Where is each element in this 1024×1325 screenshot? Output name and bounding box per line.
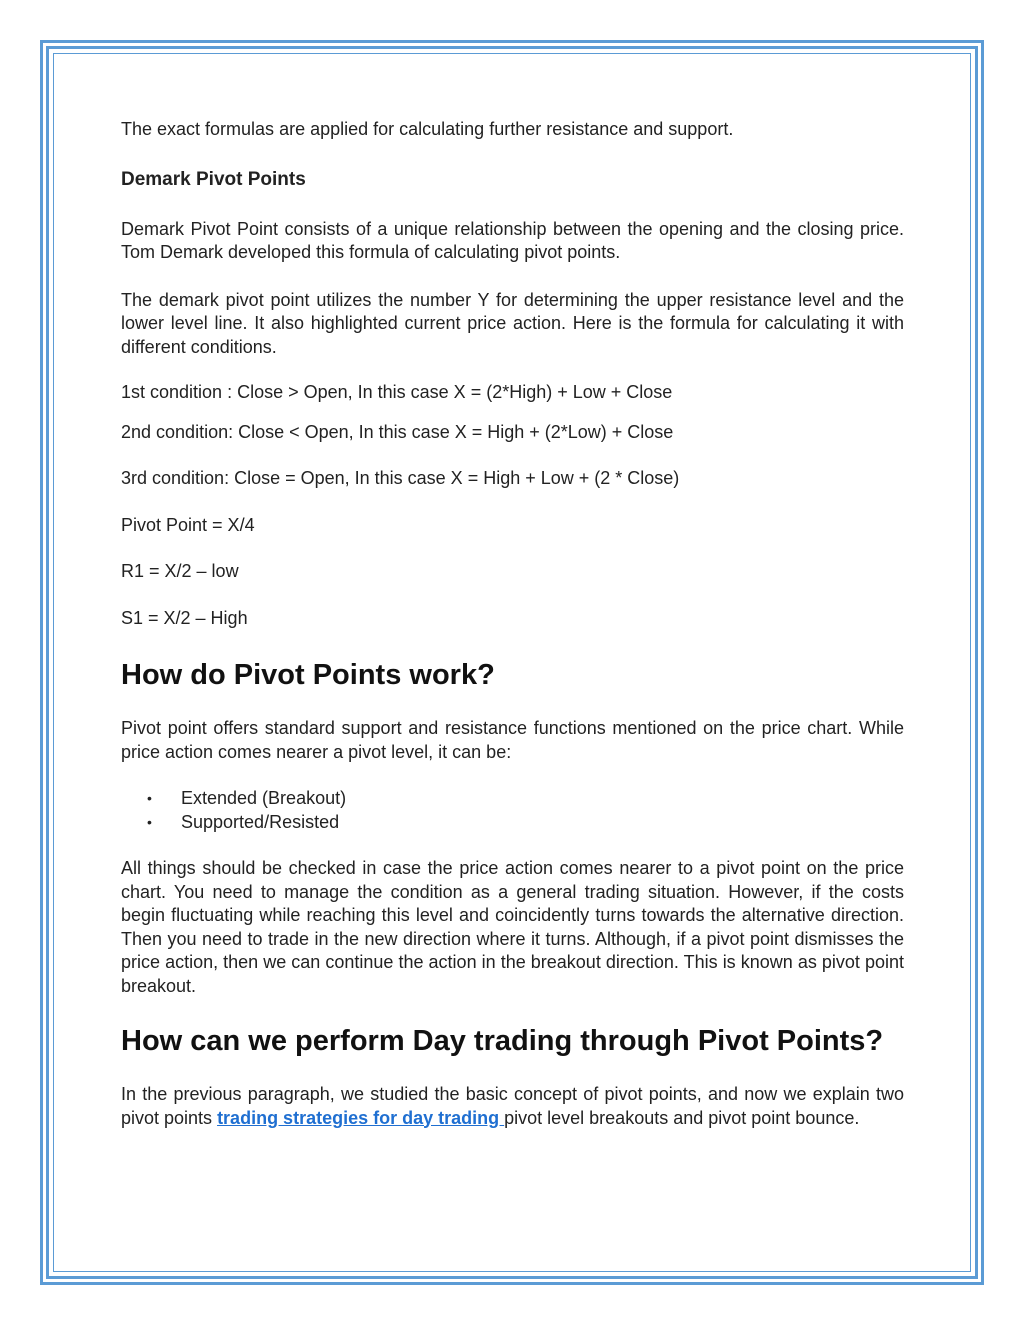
list-item [121, 811, 904, 835]
condition-3: 3rd condition: Close = Open, In this case X = High + Low + (2 * Close) [121, 468, 680, 488]
trading-strategies-link[interactable]: trading strategies for day trading [217, 1107, 505, 1128]
condition-1: 1st condition : Close > Open, In this case X = (2*High) + Low + Close [121, 382, 673, 402]
demark-paragraph-1: Demark Pivot Point consists of a unique relationship between the opening and the closing price. Tom Demark developed this formula of calculating pivot points. [121, 218, 904, 262]
list-item [121, 787, 904, 811]
demark-heading: Demark Pivot Points [121, 168, 306, 190]
list-item-label: Supported/Resisted [181, 811, 340, 832]
how-work-heading: How do Pivot Points work? [121, 659, 495, 691]
how-work-paragraph: Pivot point offers standard support and resistance functions mentioned on the price chart. While price action comes nearer a pivot level, it can be: [121, 718, 904, 762]
s1-formula: S1 = X/2 – High [121, 607, 248, 628]
r1-formula: R1 = X/2 – low [121, 561, 239, 581]
bullet-icon: • [147, 813, 152, 830]
day-trading-paragraph [121, 1083, 904, 1130]
document-content [121, 118, 904, 1130]
day-trading-heading: How can we perform Day trading through Pivot Points? [121, 1025, 884, 1057]
list-item-label: Extended (Breakout) [181, 788, 347, 808]
day-trading-text-after: pivot level breakouts and pivot point bounce. [504, 1107, 860, 1128]
pivot-point-formula: Pivot Point = X/4 [121, 514, 255, 535]
bullet-icon: • [147, 790, 152, 806]
condition-2: 2nd condition: Close < Open, In this case X = High + (2*Low) + Close [121, 421, 674, 442]
day-trading-text-before: In the previous paragraph, we studied the basic concept of pivot points, and now we explain two pivot points [121, 1084, 904, 1128]
pivot-behaviour-list [121, 787, 904, 834]
breakout-paragraph: All things should be checked in case the price action comes nearer to a pivot point on the price chart. You need to manage the condition as a general trading situation. However, if the costs begin fluctuating while reaching this level and coincidently turns towards the alternative direction. Then you need to trade in the new direction where it turns. Although, if a pivot point dismisses the price action, then we can continue the action in the breakout direction. This is known as pivot point breakout. [121, 858, 904, 996]
intro-paragraph: The exact formulas are applied for calculating further resistance and support. [121, 119, 734, 139]
demark-paragraph-2: The demark pivot point utilizes the number Y for determining the upper resistance level and the lower level line. It also highlighted current price action. Here is the formula for calculating it with different conditions. [121, 289, 904, 357]
